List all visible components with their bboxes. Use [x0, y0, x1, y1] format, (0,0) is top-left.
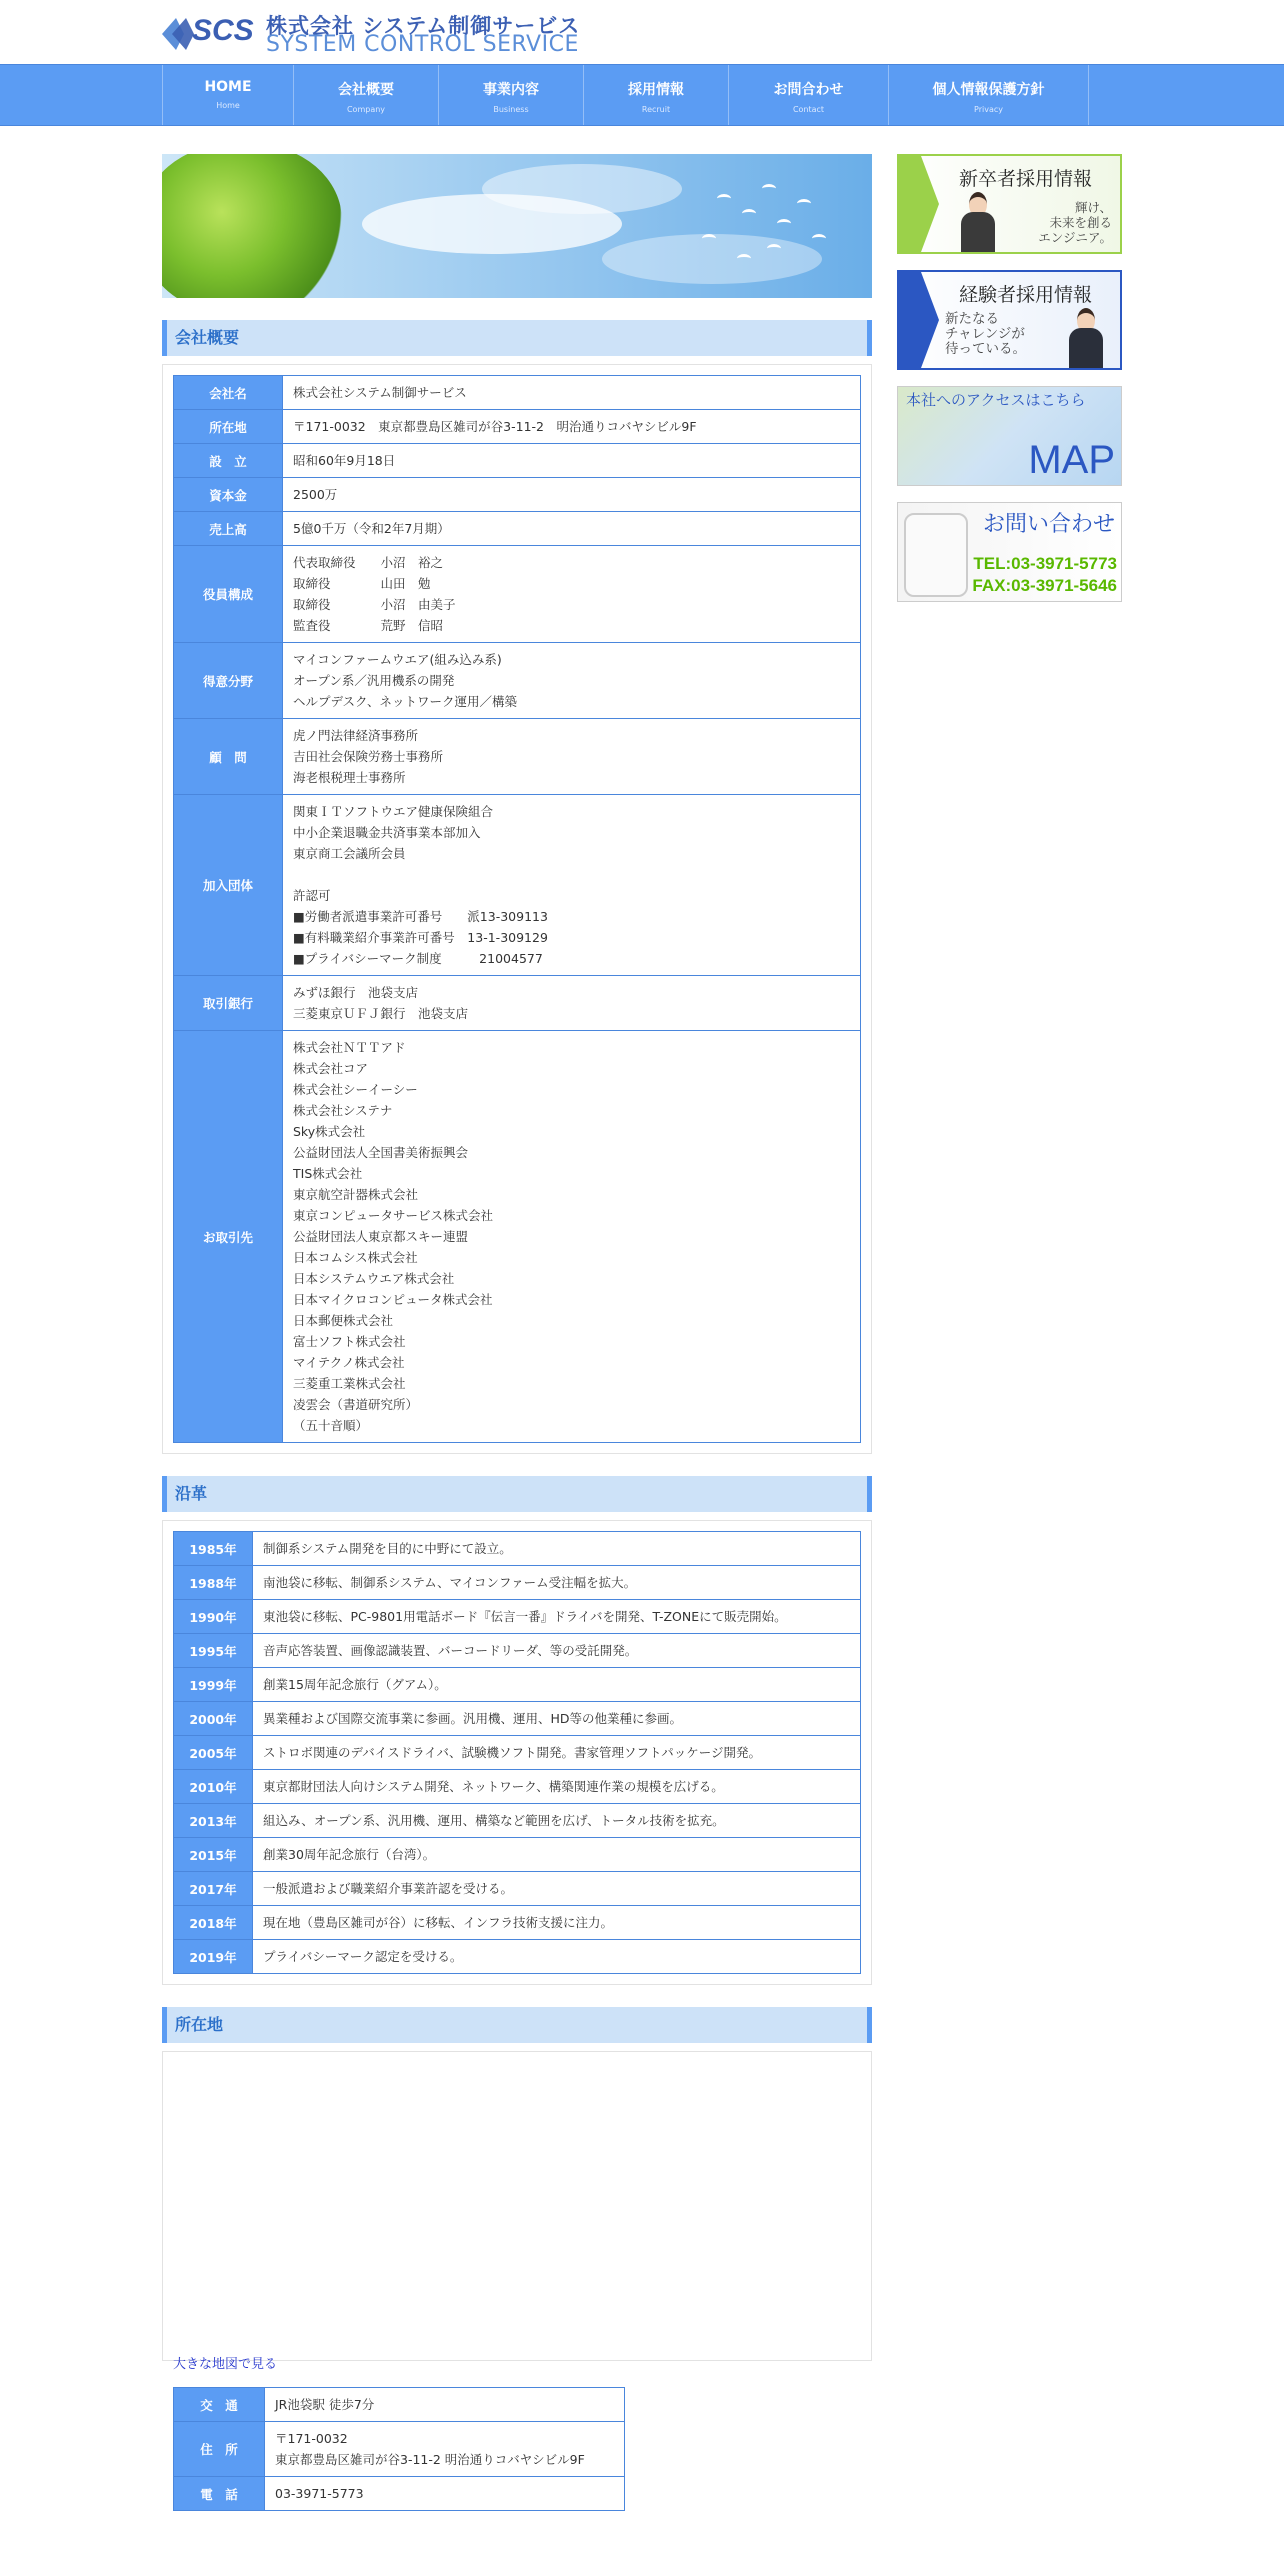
overview-row	[174, 795, 861, 976]
logo-english-name: SYSTEM CONTROL SERVICE	[266, 32, 579, 57]
history-row-label: 2013年	[174, 1804, 253, 1838]
overview-row-label: お取引先	[174, 1031, 283, 1443]
history-row-label: 2015年	[174, 1838, 253, 1872]
nav-label: 事業内容	[483, 82, 539, 98]
nav-label: 会社概要	[338, 82, 394, 98]
history-row-label: 2010年	[174, 1770, 253, 1804]
history-row-value: ストロボ関連のデバイスドライバ、試験機ソフト開発。書家管理ソフトパッケージ開発。	[253, 1736, 861, 1770]
larger-map-link[interactable]: 大きな地図で見る	[173, 2357, 278, 2372]
history-row	[174, 1566, 861, 1600]
overview-row-value: 代表取締役 小沼 裕之 取締役 山田 勉 取締役 小沼 由美子 監査役 荒野 信昭	[283, 546, 861, 643]
overview-row	[174, 410, 861, 444]
nav-sublabel: Privacy	[974, 105, 1003, 114]
new-graduate-recruit-banner[interactable]	[897, 154, 1122, 254]
tree-graphic	[162, 154, 342, 298]
nav-recruit[interactable]	[584, 65, 729, 125]
overview-row-value: マイコンファームウエア(組み込み系) オープン系／汎用機系の開発 ヘルプデスク、ネットワーク運用／構築	[283, 643, 861, 719]
access-row	[174, 2388, 625, 2422]
overview-row-value: 〒171-0032 東京都豊島区雑司が谷3-11-2 明治通りコバヤシビル9F	[283, 410, 861, 444]
banner-subtitle: 輝け、 未来を創る エンジニア。	[1038, 200, 1112, 245]
history-row	[174, 1736, 861, 1770]
access-row	[174, 2477, 625, 2511]
overview-row	[174, 376, 861, 410]
nav-business[interactable]	[439, 65, 584, 125]
access-row-value: 03-3971-5773	[265, 2477, 625, 2511]
overview-row-value: みずほ銀行 池袋支店 三菱東京ＵＦＪ銀行 池袋支店	[283, 976, 861, 1031]
history-row-value: 創業15周年記念旅行（グアム）。	[253, 1668, 861, 1702]
scs-logo-icon	[162, 6, 262, 56]
arrow-icon	[899, 156, 939, 252]
overview-row-label: 会社名	[174, 376, 283, 410]
overview-row-label: 加入団体	[174, 795, 283, 976]
overview-row-label: 設 立	[174, 444, 283, 478]
history-row-value: 音声応答装置、画像認識装置、バーコードリーダ、等の受託開発。	[253, 1634, 861, 1668]
history-row	[174, 1668, 861, 1702]
history-row-label: 2000年	[174, 1702, 253, 1736]
history-row-label: 1990年	[174, 1600, 253, 1634]
overview-row	[174, 512, 861, 546]
overview-row	[174, 444, 861, 478]
tel-number: TEL:03-3971-5773	[973, 554, 1117, 573]
history-row-label: 2018年	[174, 1906, 253, 1940]
overview-row	[174, 976, 861, 1031]
access-table	[173, 2387, 625, 2511]
history-row-label: 1985年	[174, 1532, 253, 1566]
banner-title: 経験者採用情報	[959, 284, 1093, 306]
overview-row-value: 株式会社ＮＴＴアド 株式会社コア 株式会社シーイーシー 株式会社システナ Sky株式会社 公益財団法人全国書美術振興会 TIS株式会社 東京航空計器株式会社 東京コンピュータサービス株式会社 公益財団法人東京都スキー連盟 日本コムシス株式会社 日本システムウエア株式会社 日本マイクロコンピュータ株式会社 日本郵便株式会社 富士ソフト株式会社 マイテクノ株式会社 三菱重工業株式会社 凌雲会（書道研究所） （五十音順）	[283, 1031, 861, 1443]
history-row-value: 現在地（豊島区雑司が谷）に移転、インフラ技術支援に注力。	[253, 1906, 861, 1940]
overview-row-value: 2500万	[283, 478, 861, 512]
overview-row-label: 顧 問	[174, 719, 283, 795]
man-photo-icon	[1069, 308, 1103, 368]
overview-row	[174, 643, 861, 719]
nav-sublabel: Company	[346, 105, 386, 114]
overview-row	[174, 1031, 861, 1443]
hero-image	[162, 154, 872, 298]
banner-title: 新卒者採用情報	[959, 168, 1093, 190]
history-row	[174, 1906, 861, 1940]
experienced-recruit-banner[interactable]	[897, 270, 1122, 370]
overview-row-value: 関東ＩＴソフトウエア健康保険組合 中小企業退職金共済事業本部加入 東京商工会議所会員 許認可 ■労働者派遣事業許可番号 派13-309113 ■有料職業紹介事業許可番号 13-1-309129 ■プライバシーマーク制度 21004577	[283, 795, 861, 976]
history-row-value: 創業30周年記念旅行（台湾）。	[253, 1838, 861, 1872]
access-row-value: JR池袋駅 徒歩7分	[265, 2388, 625, 2422]
history-row	[174, 1532, 861, 1566]
banner-title: 本社へのアクセスはこちら	[906, 391, 1086, 409]
history-row-value: 東池袋に移転、PC-9801用電話ボード『伝言一番』ドライバを開発、T-ZONEにて販売開始。	[253, 1600, 861, 1634]
overview-row-label: 所在地	[174, 410, 283, 444]
overview-row	[174, 478, 861, 512]
section-title-location: 所在地	[162, 2007, 872, 2043]
site-header	[0, 0, 1284, 64]
nav-label: お問合わせ	[773, 82, 844, 98]
nav-sublabel: Contact	[792, 105, 825, 114]
woman-photo-icon	[961, 192, 995, 252]
nav-sublabel: Recruit	[641, 105, 671, 114]
access-row-label: 交 通	[174, 2388, 265, 2422]
telephone-icon	[904, 513, 968, 597]
nav-home[interactable]	[163, 65, 294, 125]
history-row-label: 2005年	[174, 1736, 253, 1770]
section-title-overview: 会社概要	[162, 320, 872, 356]
history-row-value: 制御系システム開発を目的に中野にて設立。	[253, 1532, 861, 1566]
nav-label: 個人情報保護方針	[932, 82, 1045, 98]
nav-label: 採用情報	[628, 82, 684, 98]
nav-company[interactable]	[294, 65, 439, 125]
logo-japanese-name: 株式会社 システム制御サービス	[266, 14, 581, 38]
sidebar	[897, 154, 1122, 618]
contact-numbers	[972, 553, 1117, 597]
overview-row-value: 5億0千万（令和2年7月期）	[283, 512, 861, 546]
global-nav	[0, 64, 1284, 126]
access-row-label: 住 所	[174, 2422, 265, 2477]
history-row-value: 組込み、オープン系、汎用機、運用、構築など範囲を広げ、トータル技術を拡充。	[253, 1804, 861, 1838]
history-row-label: 1995年	[174, 1634, 253, 1668]
history-row	[174, 1702, 861, 1736]
overview-row-label: 役員構成	[174, 546, 283, 643]
history-row	[174, 1634, 861, 1668]
banner-title: お問い合わせ	[982, 512, 1115, 537]
access-row-value: 〒171-0032 東京都豊島区雑司が谷3-11-2 明治通りコバヤシビル9F	[265, 2422, 625, 2477]
history-row	[174, 1872, 861, 1906]
arrow-icon	[899, 272, 939, 368]
history-row-label: 2017年	[174, 1872, 253, 1906]
history-row-value: 南池袋に移転、制御系システム、マイコンファーム受注幅を拡大。	[253, 1566, 861, 1600]
nav-sublabel: Business	[493, 105, 529, 114]
overview-row-value: 昭和60年9月18日	[283, 444, 861, 478]
contact-banner[interactable]	[897, 502, 1122, 602]
nav-label: HOME	[204, 79, 252, 95]
nav-privacy[interactable]	[889, 65, 1089, 125]
history-row	[174, 1600, 861, 1634]
overview-row-label: 取引銀行	[174, 976, 283, 1031]
overview-row-label: 得意分野	[174, 643, 283, 719]
main-content	[162, 154, 872, 2502]
history-row-value: プライバシーマーク認定を受ける。	[253, 1940, 861, 1974]
company-logo[interactable]	[162, 6, 581, 57]
history-row-label: 2019年	[174, 1940, 253, 1974]
svg-text:SCS: SCS	[192, 14, 254, 47]
access-map-banner[interactable]	[897, 386, 1122, 486]
nav-contact[interactable]	[729, 65, 889, 125]
access-row-label: 電 話	[174, 2477, 265, 2511]
history-table	[173, 1531, 861, 1974]
history-row-value: 一般派遣および職業紹介事業許認を受ける。	[253, 1872, 861, 1906]
map-box	[162, 2051, 872, 2502]
history-row	[174, 1940, 861, 1974]
overview-row-value: 株式会社システム制御サービス	[283, 376, 861, 410]
overview-row-label: 売上高	[174, 512, 283, 546]
overview-row-value: 虎ノ門法律経済事務所 吉田社会保険労務士事務所 海老根税理士事務所	[283, 719, 861, 795]
history-row-value: 東京都財団法人向けシステム開発、ネットワーク、構築関連作業の規模を広げる。	[253, 1770, 861, 1804]
map-label: MAP	[1028, 438, 1115, 482]
overview-row	[174, 719, 861, 795]
history-row-label: 1988年	[174, 1566, 253, 1600]
history-box	[162, 1520, 872, 1985]
history-row	[174, 1838, 861, 1872]
fax-number: FAX:03-3971-5646	[972, 576, 1117, 595]
access-row	[174, 2422, 625, 2477]
history-row	[174, 1804, 861, 1838]
overview-row	[174, 546, 861, 643]
overview-row-label: 資本金	[174, 478, 283, 512]
overview-table	[173, 375, 861, 1443]
section-title-history: 沿革	[162, 1476, 872, 1512]
nav-sublabel: Home	[216, 101, 240, 110]
history-row	[174, 1770, 861, 1804]
overview-box	[162, 364, 872, 1454]
history-row-value: 異業種および国際交流事業に参画。汎用機、運用、HD等の他業種に参画。	[253, 1702, 861, 1736]
history-row-label: 1999年	[174, 1668, 253, 1702]
banner-subtitle: 新たなる チャレンジが 待っている。	[945, 311, 1026, 357]
